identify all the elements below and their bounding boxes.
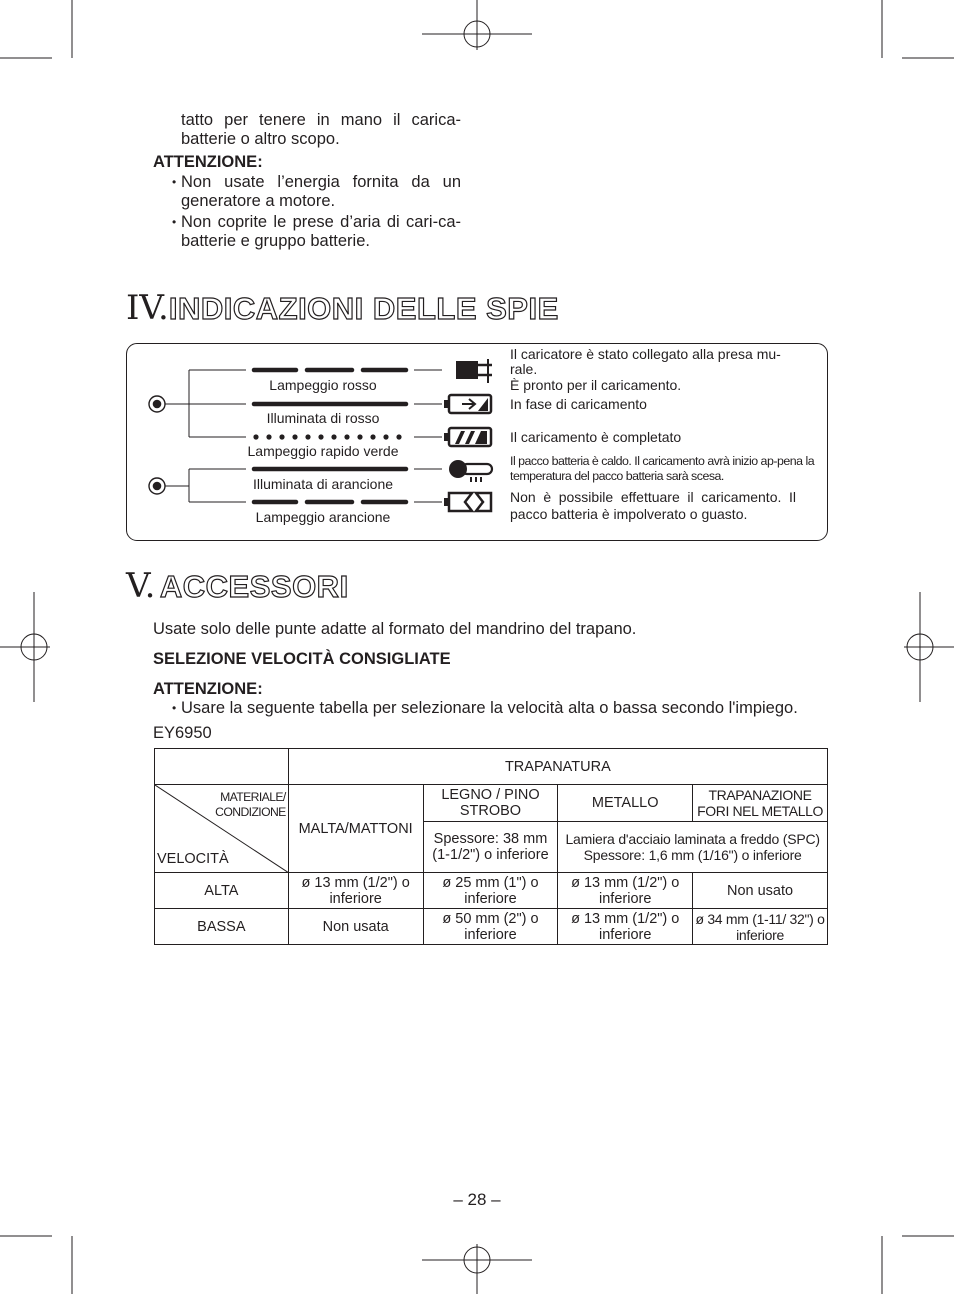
table-cell: ø 50 mm (2") o inferiore [423, 909, 558, 945]
indicator-description: Il pacco batteria è caldo. Il caricamento avrà inizio ap-pena la temperatura del pacco batteria sarà scesa. [510, 454, 815, 483]
lamp-label: Lampeggio rapido verde [247, 443, 399, 459]
section-title: INDICAZIONI DELLE SPIE [168, 291, 559, 326]
table-cell: ø 13 mm (1/2") o inferiore [558, 873, 693, 909]
table-cell: Non usato [693, 873, 828, 909]
list-item: • Non usate l’energia fornita da un generatore a motore. [172, 173, 461, 210]
lamp-icon [149, 396, 165, 412]
table-cell-speed: ALTA [155, 873, 289, 909]
table-cell: ø 34 mm (1-11/ 32") o inferiore [693, 909, 828, 945]
table-row [155, 909, 828, 945]
bullet-icon: • [172, 175, 177, 189]
accessories-intro: Usate solo delle punte adatte al formato del mandrino del trapano. [153, 620, 637, 638]
bullet-icon: • [172, 701, 177, 715]
table-cell-legno-spec: Spessore: 38 mm (1-1/2") o inferiore [423, 822, 558, 873]
full-battery-icon [444, 428, 491, 446]
section-heading [126, 288, 559, 328]
section-numeral: IV. [126, 288, 169, 328]
table-cell: ø 25 mm (1") o inferiore [423, 873, 558, 909]
table-header-legno: LEGNO / PINO STROBO [423, 785, 558, 822]
table-cell-metallo-spec: Lamiera d'acciaio laminata a freddo (SPC) Spessore: 1,6 mm (1/16") o inferiore [558, 822, 828, 873]
indicator-description: Non è possibile effettuare il caricamento. Il pacco batteria è impolverato o guasto. [510, 489, 796, 522]
section-title: ACCESSORI [159, 569, 349, 604]
list-item: • Usare la seguente tabella per selezionare la velocità alta o bassa secondo l'impiego. [172, 699, 798, 717]
model-number: EY6950 [153, 724, 212, 742]
continued-text: tatto per tenere in mano il carica-batterie o altro scopo. [181, 111, 461, 148]
table-cell: ø 13 mm (1/2") o inferiore [558, 909, 693, 945]
subheading: SELEZIONE VELOCITÀ CONSIGLIATE [153, 650, 451, 668]
bullet-icon: • [172, 215, 177, 229]
attention-label: ATTENZIONE: [153, 153, 263, 171]
lamp-label: Illuminata di rosso [266, 410, 380, 426]
indicator-description: È pronto per il caricamento. [510, 377, 682, 393]
speed-table [154, 748, 828, 945]
page-number: – 28 – [453, 1190, 501, 1209]
table-corner [155, 749, 289, 785]
thermometer-icon [449, 460, 492, 482]
lamp-icon [149, 478, 165, 494]
table-cell: Non usata [288, 909, 423, 945]
lamp-label: Lampeggio rosso [269, 377, 377, 393]
indicator-description: Il caricamento è completato [510, 429, 682, 445]
table-header-metallo: METALLO [558, 785, 693, 822]
plug-icon [446, 359, 492, 383]
section-heading [126, 566, 349, 606]
charging-battery-icon [444, 395, 491, 413]
table-header-drilling: TRAPANATURA [288, 749, 827, 785]
table-cell: ø 13 mm (1/2") o inferiore [288, 873, 423, 909]
section-numeral: V. [126, 566, 156, 606]
indicator-description: Il caricatore è stato collegato alla presa mu-rale. [510, 346, 781, 377]
table-diagonal-header: MATERIALE/ CONDIZIONE VELOCITÀ [155, 785, 289, 873]
table-cell-speed: BASSA [155, 909, 289, 945]
lamp-label: Illuminata di arancione [252, 476, 394, 492]
list-item: • Non coprite le prese d’aria di cari-ca-batterie e gruppo batterie. [172, 213, 461, 250]
table-header-malta: MALTA/MATTONI [288, 785, 423, 873]
attention-label: ATTENZIONE: [153, 680, 263, 698]
table-row [155, 873, 828, 909]
table-header-trap: TRAPANAZIONE FORI NEL METALLO [693, 785, 828, 822]
indicator-description: In fase di caricamento [510, 396, 647, 412]
fault-battery-icon [444, 493, 491, 511]
lamp-label: Lampeggio arancione [255, 509, 391, 525]
